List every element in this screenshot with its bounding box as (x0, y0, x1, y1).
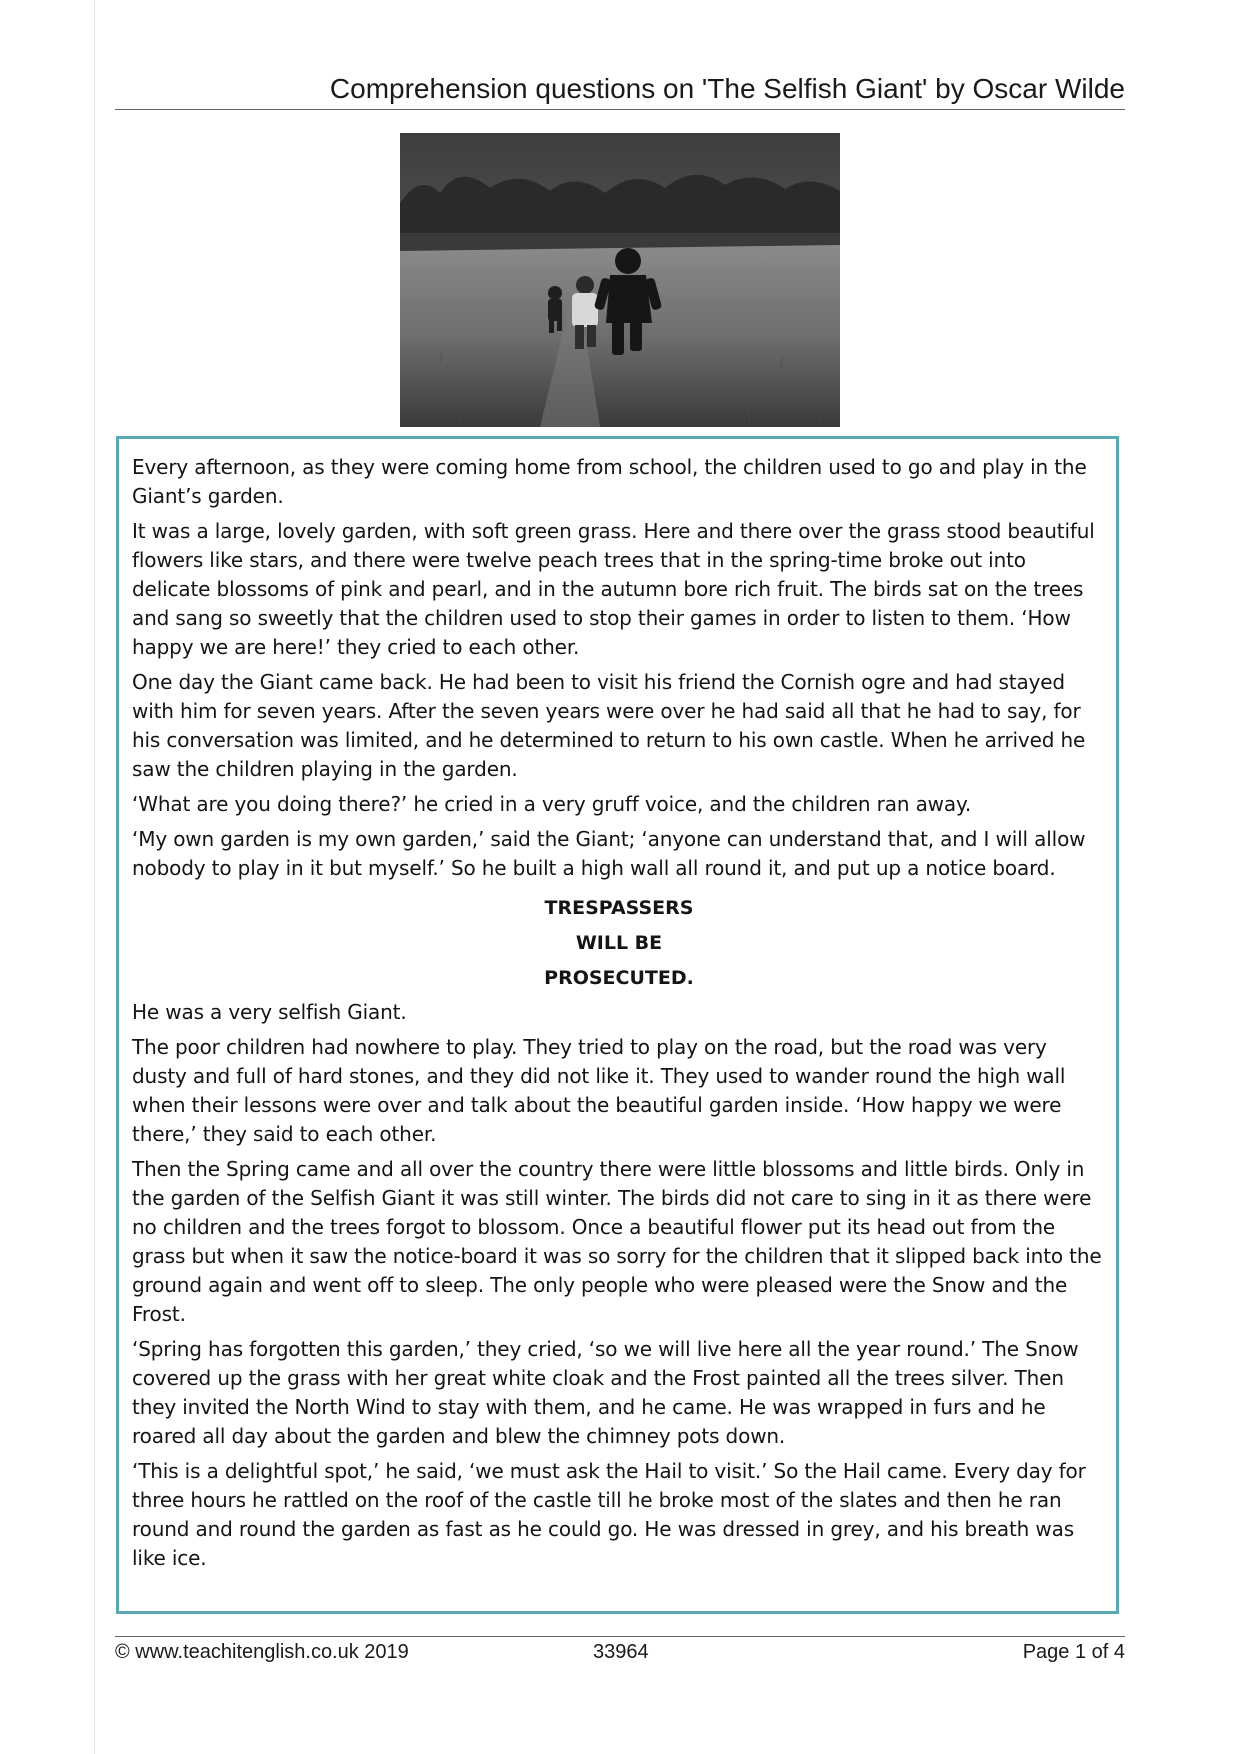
page-title: Comprehension questions on 'The Selfish Giant' by Oscar Wilde (329, 73, 1125, 104)
copyright-text: © www.teachitenglish.co.uk 2019 (115, 1641, 409, 1663)
story-paragraph: ‘What are you doing there?’ he cried in a very gruff voice, and the children ran away. (132, 792, 972, 816)
story-paragraph: ‘Spring has forgotten this garden,’ they cried, ‘so we will live here all the year round.’ The Snow covered up the grass with her great white cloak and the Frost painted all the trees silver. Then they invited the North Wind to stay with them, and he came. He was wrapped in furs and he roared all day about the garden and blew the chimney pots down. (132, 1337, 1079, 1448)
notice-line: WILL BE (575, 932, 663, 954)
notice-line: PROSECUTED. (544, 967, 694, 989)
resource-id: 33964 (593, 1641, 649, 1663)
notice-line: TRESPASSERS (544, 897, 694, 919)
story-paragraph: ‘This is a delightful spot,’ he said, ‘we must ask the Hail to visit.’ So the Hail came. Every day for three hours he rattled on the roof of the castle till he broke most of the slates and then he ran round and round the garden as fast as he could go. He was dressed in grey, and his breath was like ice. (132, 1459, 1086, 1570)
footer-rule (115, 1636, 1125, 1637)
story-paragraph: ‘My own garden is my own garden,’ said the Giant; ‘anyone can understand that, and I will allow nobody to play in it but myself.’ So he built a high wall all round it, and put up a notice board. (132, 827, 1086, 880)
story-paragraph: Every afternoon, as they were coming home from school, the children used to go and play in the Giant’s garden. (132, 455, 1087, 508)
page-number: Page 1 of 4 (1022, 1641, 1125, 1663)
story-paragraph: He was a very selfish Giant. (132, 1000, 407, 1024)
story-paragraph: One day the Giant came back. He had been to visit his friend the Cornish ogre and had stayed with him for seven years. After the seven years were over he had said all that he had to say, for his conversation was limited, and he determined to return to his own castle. When he arrived he saw the children playing in the garden. (132, 670, 1086, 781)
page-footer (115, 1641, 1125, 1667)
story-paragraph: It was a large, lovely garden, with soft green grass. Here and there over the grass stood beautiful flowers like stars, and there were twelve peach trees that in the spring-time broke out into delicate blossoms of pink and pearl, and in the autumn bore rich fruit. The birds sat on the trees and sang so sweetly that the children used to stop their games in order to listen to them. ‘How happy we are here!’ they cried to each other. (132, 519, 1095, 659)
story-extract-box (116, 436, 1119, 1614)
header-rule (115, 109, 1125, 110)
trespassers-notice (132, 891, 1106, 996)
story-paragraph: The poor children had nowhere to play. They tried to play on the road, but the road was very dusty and full of hard stones, and they did not like it. They used to wander round the high wall when their lessons were over and talk about the beautiful garden inside. ‘How happy we were there,’ they said to each other. (132, 1035, 1066, 1146)
page-edge (94, 0, 95, 1754)
children-running-photo (400, 133, 840, 427)
story-paragraph: Then the Spring came and all over the country there were little blossoms and little birds. Only in the garden of the Selfish Giant it was still winter. The birds did not care to sing in it as there were no children and the trees forgot to blossom. Once a beautiful flower put its head out from the grass but when it saw the notice-board it was so sorry for the children that it slipped back into the ground again and went off to sleep. The only people who were pleased were the Snow and the Frost. (132, 1157, 1102, 1326)
